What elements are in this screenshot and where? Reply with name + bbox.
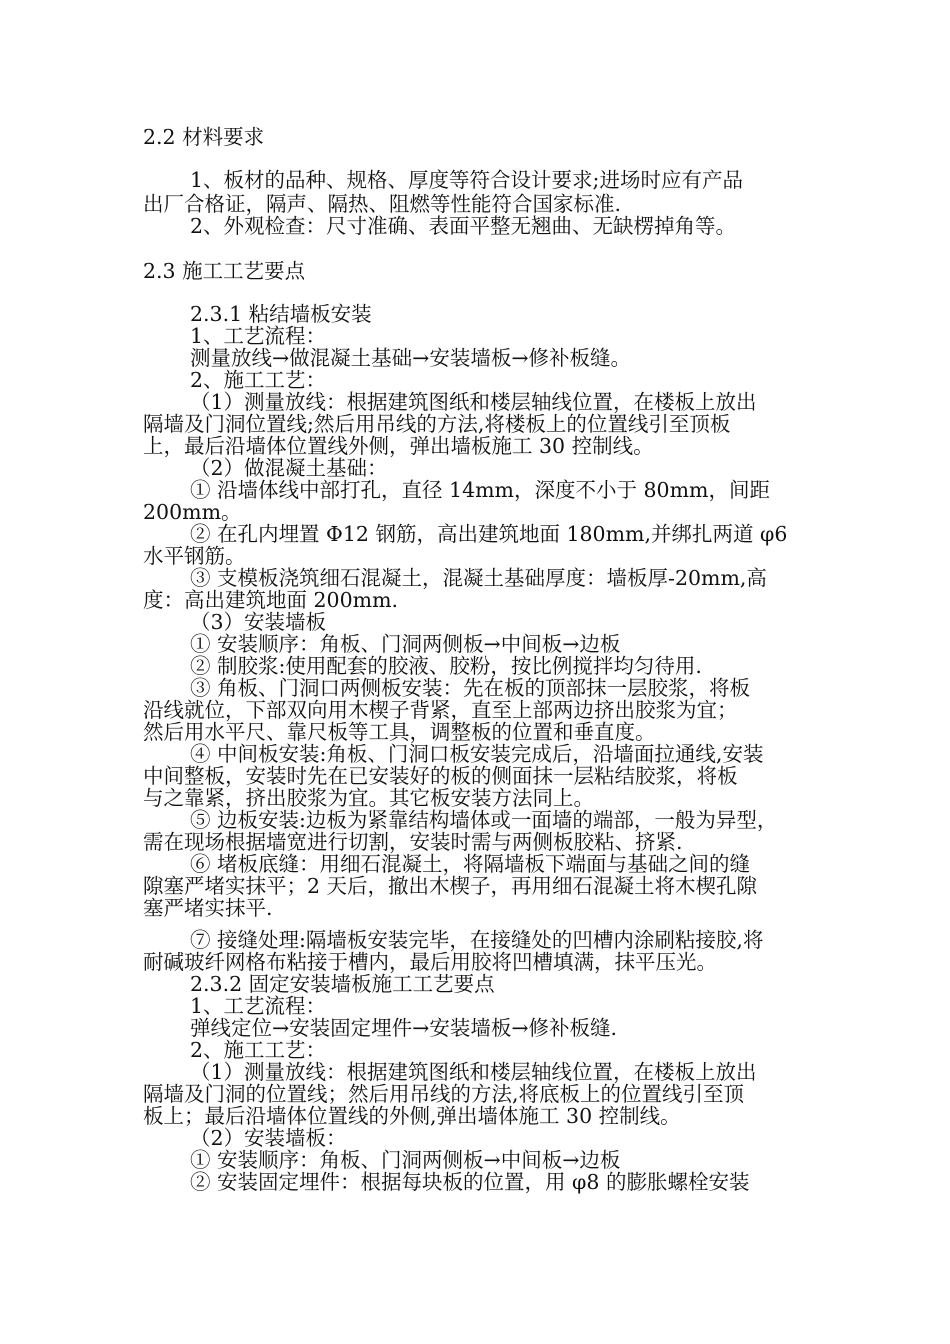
paragraph-line: 2、外观检查：尺寸准确、表面平整无翘曲、无缺楞掉角等。 [190, 214, 737, 238]
paragraph-line: 2、施工工艺： [190, 1038, 327, 1062]
paragraph-line: ② 在孔内埋置 Φ12 钢筋，高出建筑地面 180mm,并绑扎两道 φ6 [190, 522, 788, 546]
paragraph-line: 耐碱玻纤网格布粘接于槽内，最后用胶将凹槽填满，抹平压光。 [143, 950, 717, 974]
paragraph-line: 与之靠紧，挤出胶浆为宜。其它板安装方法同上。 [143, 786, 594, 810]
paragraph-line: 隔墙及门洞位置线;然后用吊线的方法,将楼板上的位置线引至顶板 [143, 412, 731, 436]
section-heading-2-3: 2.3 施工工艺要点 [143, 259, 306, 283]
paragraph-line: 200mm。 [143, 500, 242, 524]
paragraph-line: 1、工艺流程： [190, 994, 327, 1018]
section-heading-2-2: 2.2 材料要求 [143, 125, 265, 149]
paragraph-line: ③ 角板、门洞口两侧板安装：先在板的顶部抹一层胶浆，将板 [190, 676, 751, 700]
paragraph-line: 板上；最后沿墙体位置线的外侧,弹出墙体施工 30 控制线。 [143, 1104, 681, 1128]
paragraph-line: 中间整板，安装时先在已安装好的板的侧面抹一层粘结胶浆，将板 [143, 764, 738, 788]
paragraph-line: （2）做混凝土基础： [190, 456, 388, 480]
paragraph-line: 1、工艺流程： [190, 324, 327, 348]
paragraph-line: （2）安装墙板： [190, 1126, 347, 1150]
paragraph-line: 2、施工工艺： [190, 368, 327, 392]
subsection-heading-2-3-2: 2.3.2 固定安装墙板施工工艺要点 [190, 972, 495, 996]
paragraph-line: （1）测量放线：根据建筑图纸和楼层轴线位置，在楼板上放出 [190, 390, 757, 414]
paragraph-line: ① 安装顺序：角板、门洞两侧板→中间板→边板 [190, 1148, 621, 1172]
subsection-heading-2-3-1: 2.3.1 粘结墙板安装 [190, 302, 372, 326]
paragraph-line: ② 安装固定埋件：根据每块板的位置，用 φ8 的膨胀螺栓安装 [190, 1170, 750, 1194]
paragraph-line: 隔墙及门洞的位置线；然后用吊线的方法,将底板上的位置线引至顶 [143, 1082, 745, 1106]
paragraph-line: 出厂合格证，隔声、隔热、阻燃等性能符合国家标准. [143, 192, 622, 216]
paragraph-line: 度：高出建筑地面 200mm. [143, 588, 399, 612]
paragraph-line: 上，最后沿墙体位置线外侧，弹出墙板施工 30 控制线。 [143, 434, 654, 458]
paragraph-line: （1）测量放线：根据建筑图纸和楼层轴线位置，在楼板上放出 [190, 1060, 757, 1084]
paragraph-line: ② 制胶浆:使用配套的胶液、胶粉，按比例搅拌均匀待用. [190, 654, 702, 678]
paragraph-line: 隙塞严堵实抹平；2 天后，撤出木楔子，再用细石混凝土将木楔孔隙 [143, 874, 758, 898]
paragraph-line: 需在现场根据墙宽进行切割，安装时需与两侧板胶粘、挤紧. [143, 830, 683, 854]
paragraph-line: ⑥ 堵板底缝：用细石混凝土，将隔墙板下端面与基础之间的缝 [190, 852, 751, 876]
paragraph-line: （3）安装墙板 [190, 610, 327, 634]
paragraph-line: 沿线就位，下部双向用木楔子背紧，直至上部两边挤出胶浆为宜； [143, 698, 738, 722]
paragraph-line: ④ 中间板安装:角板、门洞口板安装完成后，沿墙面拉通线,安装 [190, 742, 764, 766]
paragraph-line: ③ 支模板浇筑细石混凝土，混凝土基础厚度：墙板厚-20mm,高 [190, 566, 767, 590]
paragraph-line: 弹线定位→安装固定埋件→安装墙板→修补板缝. [190, 1016, 618, 1040]
paragraph-line: 水平钢筋。 [143, 544, 246, 568]
paragraph-line: ① 安装顺序：角板、门洞两侧板→中间板→边板 [190, 632, 621, 656]
paragraph-line: 测量放线→做混凝土基础→安装墙板→修补板缝。 [190, 346, 632, 370]
paragraph-line: ⑦ 接缝处理:隔墙板安装完毕，在接缝处的凹槽内涂刷粘接胶,将 [190, 928, 764, 952]
paragraph-line: 塞严堵实抹平. [143, 896, 273, 920]
paragraph-line: 1、板材的品种、规格、厚度等符合设计要求;进场时应有产品 [190, 168, 743, 192]
paragraph-line: 然后用水平尺、靠尺板等工具，调整板的位置和垂直度。 [143, 720, 656, 744]
paragraph-line: ① 沿墙体线中部打孔，直径 14mm，深度不小于 80mm，间距 [190, 478, 770, 502]
paragraph-line: ⑤ 边板安装:边板为紧靠结构墙体或一面墙的端部，一般为异型， [190, 808, 778, 832]
